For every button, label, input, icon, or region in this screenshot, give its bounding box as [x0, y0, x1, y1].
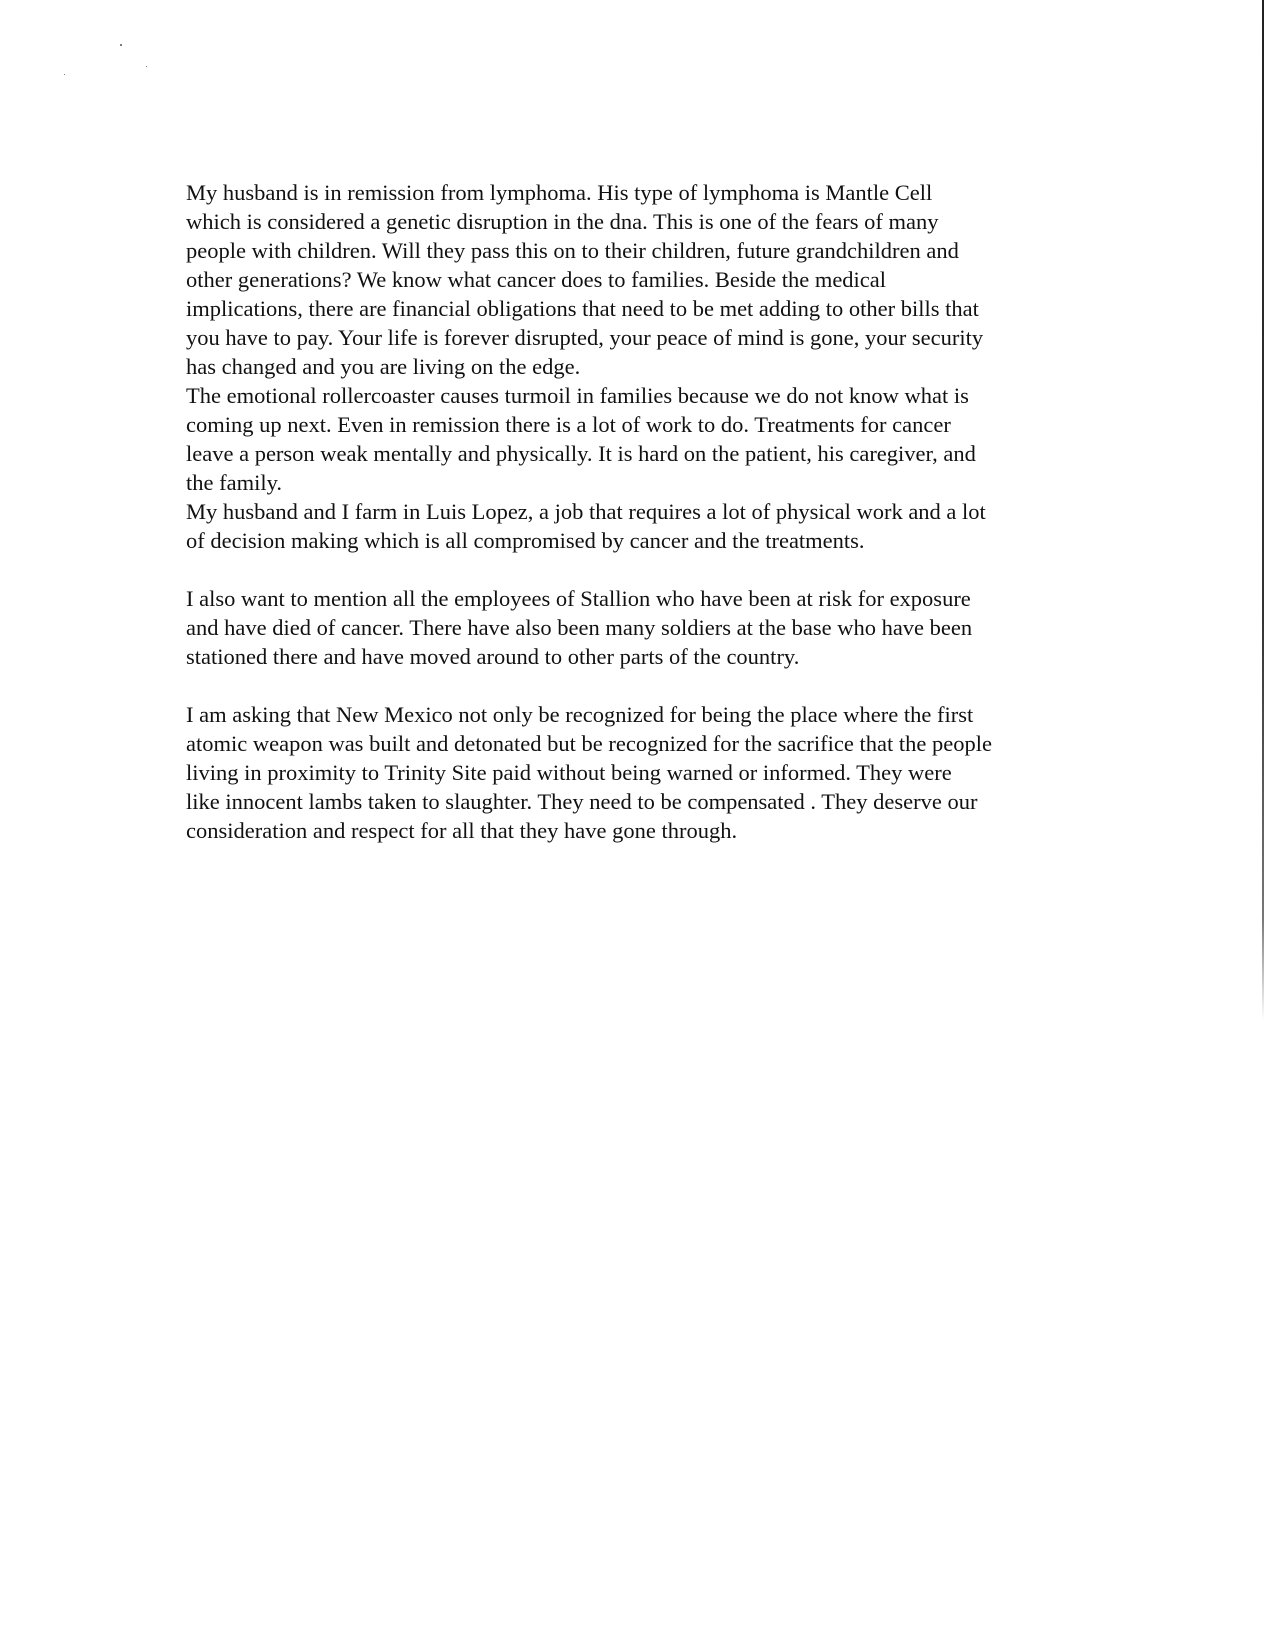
scan-speck: [120, 44, 122, 46]
text-line: consideration and respect for all that they have gone through.: [186, 818, 738, 843]
text-line: and have died of cancer. There have also been many soldiers at the base who have been: [186, 615, 973, 640]
text-line: the family.: [186, 470, 283, 495]
text-line: coming up next. Even in remission there is a lot of work to do. Treatments for cancer: [186, 412, 951, 437]
text-line: of decision making which is all compromised by cancer and the treatments.: [186, 528, 865, 553]
paragraph-gap: [186, 671, 1076, 700]
text-line: leave a person weak mentally and physically. It is hard on the patient, his caregiver, and: [186, 441, 976, 466]
text-line: stationed there and have moved around to other parts of the country.: [186, 644, 800, 669]
text-line: My husband and I farm in Luis Lopez, a job that requires a lot of physical work and a lot: [186, 499, 986, 524]
text-line: has changed and you are living on the edge.: [186, 354, 581, 379]
text-line: like innocent lambs taken to slaughter. They need to be compensated . They deserve our: [186, 789, 978, 814]
scan-speck: [146, 66, 147, 67]
text-line: you have to pay. Your life is forever disrupted, your peace of mind is gone, your security: [186, 325, 984, 350]
text-line: I am asking that New Mexico not only be recognized for being the place where the first: [186, 702, 974, 727]
paragraph-gap: [186, 555, 1076, 584]
text-line: The emotional rollercoaster causes turmoil in families because we do not know what is: [186, 383, 969, 408]
text-line: other generations? We know what cancer does to families. Beside the medical: [186, 267, 887, 292]
text-line: living in proximity to Trinity Site paid without being warned or informed. They were: [186, 760, 952, 785]
scan-edge-shadow: [1262, 0, 1264, 1020]
text-line: which is considered a genetic disruption in the dna. This is one of the fears of many: [186, 209, 939, 234]
text-line: implications, there are financial obligations that need to be met adding to other bills that: [186, 296, 979, 321]
scan-speck: [64, 74, 65, 75]
text-line: My husband is in remission from lymphoma. His type of lymphoma is Mantle Cell: [186, 180, 933, 205]
text-line: atomic weapon was built and detonated but be recognized for the sacrifice that the people: [186, 731, 992, 756]
letter-body: [186, 178, 1076, 845]
text-line: people with children. Will they pass this on to their children, future grandchildren and: [186, 238, 959, 263]
text-line: I also want to mention all the employees of Stallion who have been at risk for exposure: [186, 586, 971, 611]
